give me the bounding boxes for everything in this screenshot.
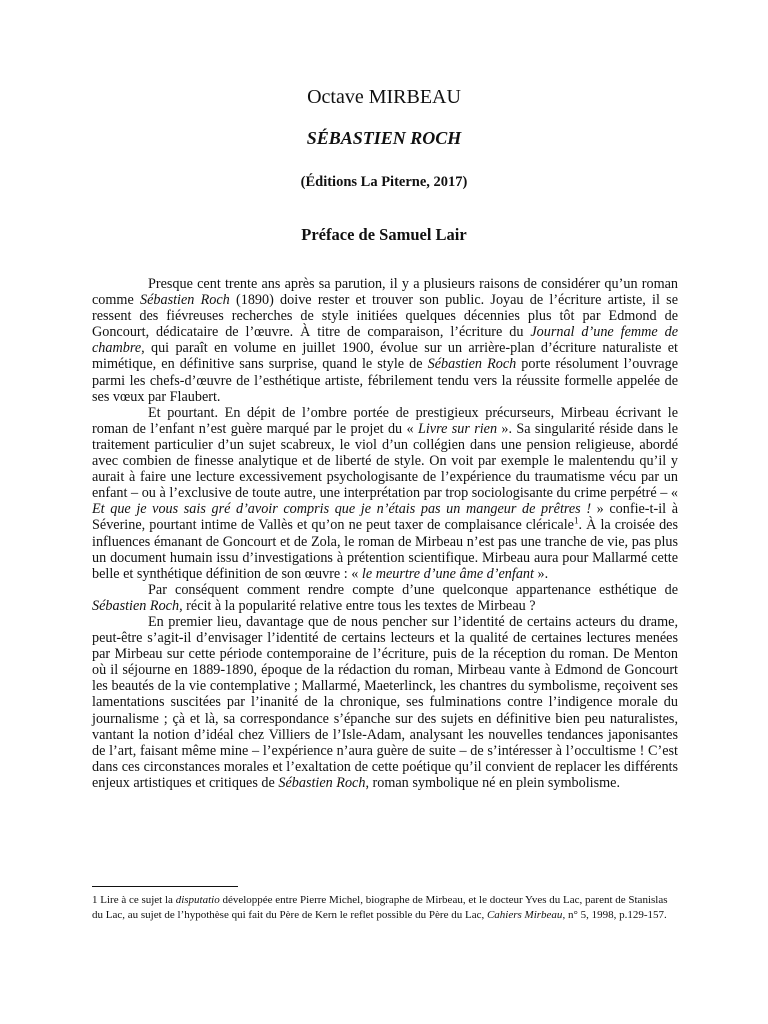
text-run: (1890) doive rester et trouver son public. Joyau de l’écriture artiste, il se ressent des fiévreuses recherches de style initiées quelques décennies plus tôt par Edmond de Goncourt, dédicataire de l’œuvre. À titre de comparaison, l’écriture du	[92, 292, 678, 341]
italic-text: le meurtre d’une âme d’enfant	[361, 565, 534, 582]
text-run: Et pourtant. En dépit de l’ombre portée de prestigieux précurseurs, Mirbeau écrivant le roman de l’enfant n’est guère marqué par le projet du «	[92, 404, 678, 437]
footnote	[92, 893, 678, 923]
paragraph	[92, 582, 678, 614]
text-run: Lire à ce sujet la	[97, 894, 176, 906]
footnote-number: 1	[92, 894, 98, 906]
text-run: Presque cent trente ans après sa parution, il y a plusieurs raisons de considérer qu’un roman comme	[92, 276, 678, 309]
text-run: ». Sa singularité réside dans le traitement particulier d’un sujet scabreux, le viol d’un collégien dans une pension religieuse, abordé avec combien de finesse analytique et de liberté de style. On voit par exemple le malentendu qu’il y aurait à faire une lecture excessivement psychologisante de l’expérience du traumatisme vécu par un enfant – ou à l’exclusive de toute autre, une interprétation par trop sociologisante du crime perpétré – «	[92, 420, 678, 502]
text-run: développée entre Pierre Michel, biographe de Mirbeau, et le docteur Yves du Lac, parent de Stanislas du Lac, au sujet de l’hypothèse qui fait du Père de Kern le reflet possible du Père du Lac,	[92, 894, 668, 921]
text-run: En premier lieu, davantage que de nous pencher sur l’identité de certains acteurs du drame, peut-être s’agit-il d’envisager l’identité de certains lecteurs et la qualité de certaines lectures menées par Mirbeau sur cette période contemporaine de l’écriture, puis de la réception du roman. De Menton où il séjourne en 1889-1890, époque de la rédaction du roman, Mirbeau vante à Edmond de Goncourt les beautés de la vie contemplative ; Mallarmé, Maeterlinck, les chantres du symbolisme, reçoivent ses lamentations suscitées par l’inanité de la chronique, ses fulminations contre l’indigence morale du journalisme ; çà et là, sa correspondance s’épanche sur des sujets en définitive bien peu naturalistes, vantant la notion d’idéal chez Villiers de l’Isle-Adam, analysant les nouvelles tendances japonisantes de l’art, faisant même mine – l’expérience n’aura guère de suite – de s’intéresser à l’occultisme ! C’est dans ces circonstances morales et l’exaltation de cette poétique qu’il convient de replacer les différents enjeux artistiques et critiques de	[92, 613, 678, 791]
preface-heading: Préface de Samuel Lair	[301, 225, 467, 244]
author-heading: Octave MIRBEAU	[307, 86, 461, 108]
text-run: , récit à la popularité relative entre tous les textes de Mirbeau ?	[179, 597, 536, 614]
italic-text: Cahiers Mirbeau	[486, 909, 563, 921]
paragraph	[92, 405, 678, 582]
text-run: ».	[533, 565, 549, 582]
italic-text: Et que je vous sais gré d’avoir compris que je n’étais pas un mangeur de prêtres !	[92, 501, 592, 518]
text-run: . À la croisée des influences émanant de Goncourt et de Zola, le roman de Mirbeau n’est pas une tranche de vie, pas plus un document humain issu d’investigations à prétention scientifique. Mirbeau aura pour Mallarmé cette belle et synthétique définition de son œuvre : «	[92, 517, 678, 582]
text-run: Par conséquent comment rendre compte d’une quelconque appartenance esthétique de	[148, 581, 678, 598]
italic-text: Livre sur rien	[417, 420, 498, 437]
italic-text: Sébastien Roch	[140, 292, 230, 309]
text-run: , n° 5, 1998, p.129-157.	[562, 909, 667, 921]
text-run: » confie-t-il à Séverine, pourtant intime de Vallès et qu’on ne peut taxer de complaisance cléricale	[92, 501, 678, 534]
text-run: , roman symbolique né en plein symbolisme.	[365, 774, 620, 791]
italic-text: Journal d’une femme de chambre	[92, 324, 678, 357]
book-title: SÉBASTIEN ROCH	[306, 128, 462, 148]
footnote-separator	[92, 886, 238, 887]
text-run: porte résolument l’ouvrage parmi les chefs-d’œuvre de l’esthétique artiste, fébrilement tendu vers la réussite formelle appelée de ses vœux par Flaubert.	[92, 356, 678, 405]
edition-line: (Éditions La Piterne, 2017)	[300, 174, 468, 190]
italic-text: disputatio	[175, 894, 220, 906]
italic-text: Sébastien Roch	[278, 774, 366, 791]
body-text	[92, 276, 678, 791]
italic-text: Sébastien Roch	[427, 356, 517, 373]
paragraph	[92, 614, 678, 791]
italic-text: Sébastien Roch	[92, 597, 180, 614]
text-run: , qui paraît en volume en juillet 1900, évolue sur un arrière-plan d’écriture naturaliste et mimétique, en définitive sans surprise, quand le style de	[92, 340, 678, 373]
footnote-reference: 1	[573, 515, 579, 526]
paragraph	[92, 276, 678, 405]
